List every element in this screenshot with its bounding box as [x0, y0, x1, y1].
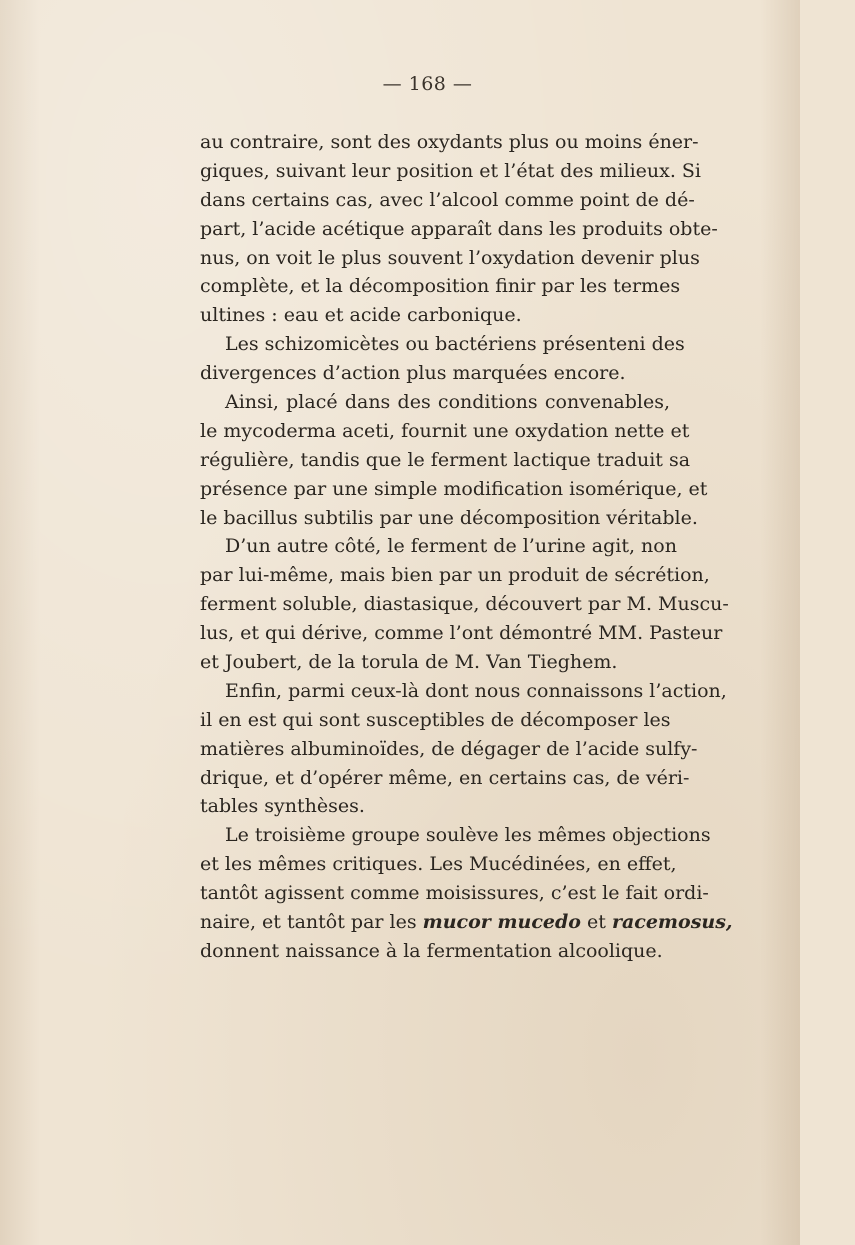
text-line: part, l’acide acétique apparaît dans les produits obte- — [200, 217, 718, 240]
text-line: par lui-même, mais bien par un produit de sécrétion, — [200, 564, 710, 587]
text-line: giques, suivant leur position et l’état des milieux. Si — [200, 159, 702, 182]
body-text — [200, 128, 733, 966]
text-line: au contraire, sont des oxydants plus ou moins éner- — [200, 131, 699, 153]
text-line: Ainsi, placé dans des conditions convenables, — [225, 391, 670, 414]
text-line: le mycoderma aceti, fournit une oxydation nette et — [200, 419, 690, 442]
text-line: D’un autre côté, le ferment de l’urine agit, non — [225, 535, 677, 558]
text-line: il en est qui sont susceptibles de décomposer les — [200, 708, 671, 731]
text-line: régulière, tandis que le ferment lactique traduit sa — [200, 448, 691, 471]
text-line: ultines : eau et acide carbonique. — [200, 304, 522, 327]
text-line: divergences d’action plus marquées encore. — [200, 362, 626, 385]
text-line: lus, et qui dérive, comme l’ont démontré MM. Pasteur — [200, 622, 723, 645]
text-line: et Joubert, de la torula de M. Van Tieghem. — [200, 651, 618, 674]
page-number: — 168 — — [382, 73, 473, 95]
text-line: matières albuminoïdes, de dégager de l’acide sulfy- — [200, 737, 698, 760]
species-name-italic: mucor mucedo — [422, 911, 581, 934]
species-name-italic: racemosus, — [611, 911, 733, 934]
text-line: Le troisième groupe soulève les mêmes objections — [225, 824, 711, 847]
text-line: tantôt agissent comme moisissures, c’est le fait ordi- — [200, 882, 709, 905]
text-run: naire, et tantôt par les — [200, 911, 423, 934]
text-line: et les mêmes critiques. Les Mucédinées, en effet, — [200, 853, 677, 876]
text-line-mixed — [200, 908, 733, 937]
text-line: Les schizomicètes ou bactériens présenteni des — [225, 333, 685, 356]
text-line: Enfin, parmi ceux-là dont nous connaissons l’action, — [225, 679, 727, 702]
text-run: et — [580, 911, 612, 934]
text-line: le bacillus subtilis par une décomposition véritable. — [200, 506, 698, 529]
text-line: présence par une simple modification isomérique, et — [200, 477, 708, 500]
text-line: complète, et la décomposition finir par les termes — [200, 275, 681, 298]
text-line: nus, on voit le plus souvent l’oxydation devenir plus — [200, 246, 700, 269]
text-line: drique, et d’opérer même, en certains cas, de véri- — [200, 766, 690, 789]
text-line: ferment soluble, diastasique, découvert par M. Muscu- — [200, 593, 729, 616]
text-line: donnent naissance à la fermentation alcoolique. — [200, 939, 663, 962]
text-line: tables synthèses. — [200, 795, 365, 818]
text-line: dans certains cas, avec l’alcool comme point de dé- — [200, 188, 695, 211]
